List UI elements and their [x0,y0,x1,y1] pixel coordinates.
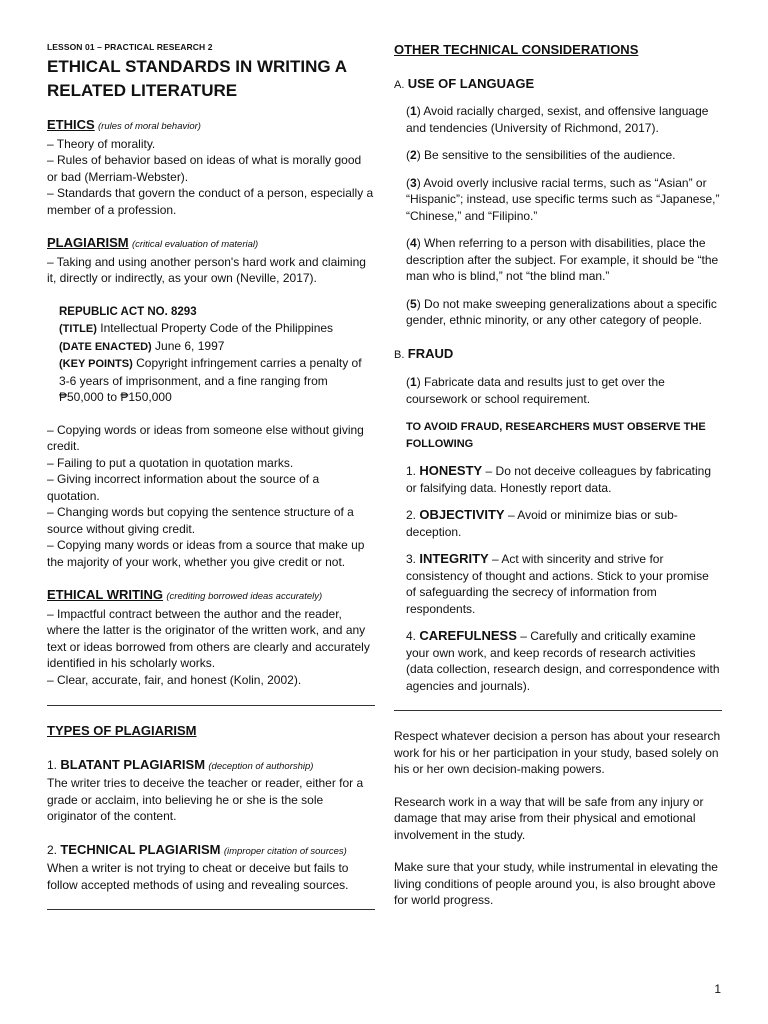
page-title-line-1: ETHICAL STANDARDS IN WRITING A [47,57,348,76]
plagiarism-type-item [47,757,375,825]
ethical-writing-line: – Clear, accurate, fair, and honest (Kolin, 2002). [47,672,302,687]
type-note: (improper citation of sources) [223,845,347,857]
type-note: (deception of authorship) [208,760,314,772]
ra-title-value: Intellectual Property Code of the Philippines [100,321,334,335]
language-list [394,103,722,329]
ra-key-value: Copyright infringement carries a penalty of 3-6 years of imprisonment, and a fine ranging from ₱50,000 to ₱150,000 [59,356,362,404]
language-item: (3) Avoid overly inclusive racial terms, such as “Asian” or “Hispanic”; instead, use specific terms such as “Japanese,” “Chinese,” and “Filipino.” [406,175,720,223]
plagiarism-note: (critical evaluation of material) [131,239,259,250]
plagiarism-definition: – Taking and using another person's hard work and claiming it, directly or indirectly, as your own (Neville, 2017). [47,254,366,285]
language-item: (5) Do not make sweeping generalizations about a specific gender, ethnic minority, or any other category of people. [406,296,717,327]
republic-act-box [47,304,375,406]
type-description: When a writer is not trying to cheat or deceive but fails to follow accepted methods of using and revealing sources. [47,861,349,892]
closing-paragraph: Research work in a way that will be safe from any injury or damage that may arise from their physical and emotional involvement in the study. [394,794,704,842]
ethical-writing-note: (crediting borrowed ideas accurately) [166,591,323,602]
ethics-line: – Standards that govern the conduct of a person, especially a member of a profession. [47,186,374,217]
language-item: (4) When referring to a person with disabilities, place the description after the subject. For example, it should be “the man who is blind,” not “the blind man.” [406,236,719,283]
left-column [47,42,375,910]
principle-item: 1. HONESTY – Do not deceive colleagues by fabricating or falsifying data. Honestly report data. [406,463,712,495]
right-column [394,42,722,909]
principle-item: 4. CAREFULNESS – Carefully and critically examine your own work, and keep records of research activities (data collection, research design, and correspondence with agencies and journals). [406,628,720,693]
divider [47,909,375,910]
types-section [47,723,375,893]
type-name: TECHNICAL PLAGIARISM [60,841,221,857]
divider [394,710,722,711]
plagiarism-form-item: – Copying many words or ideas from a source that make up the majority of your work, whether you give credit or not. [47,538,365,569]
plagiarism-heading: PLAGIARISM [47,235,129,250]
page-title-line-2: RELATED LITERATURE [47,81,238,100]
closing-paragraph: Make sure that your study, while instrumental in elevating the living conditions of people around you, is also brought above for world progress. [394,860,718,907]
ethics-heading: ETHICS [47,117,95,132]
type-name: BLATANT PLAGIARISM [60,756,206,772]
fraud-letter: B. [394,348,405,361]
types-heading: TYPES OF PLAGIARISM [47,723,197,738]
ethics-line: – Theory of morality. [47,136,156,151]
plagiarism-forms [47,422,375,571]
ethical-writing-line: – Impactful contract between the author and the reader, where the latter is the originator of the written work, and any text or ideas borrowed from others are clearly and accurately identified in his scholarly works. [47,606,370,670]
language-item: (2) Be sensitive to the sensibilities of the audience. [406,148,676,162]
other-considerations-heading: OTHER TECHNICAL CONSIDERATIONS [394,42,639,57]
fraud-title: FRAUD [407,345,454,361]
ra-title-label: (TITLE) [59,323,97,335]
language-title: USE OF LANGUAGE [407,75,535,91]
principle-item: 2. OBJECTIVITY – Avoid or minimize bias or sub-deception. [406,507,678,539]
page-number: 1 [714,982,721,996]
ethical-writing-section [47,587,375,688]
ra-key-label: (KEY POINTS) [59,358,133,370]
avoid-fraud-heading: TO AVOID FRAUD, RESEARCHERS MUST OBSERVE THE FOLLOWING [406,421,706,450]
plagiarism-section [47,235,375,570]
lesson-label: LESSON 01 – PRACTICAL RESEARCH 2 [47,42,213,52]
republic-act-title: REPUBLIC ACT NO. 8293 [59,305,197,318]
type-number: 2. [47,842,58,857]
ethics-note: (rules of moral behavior) [98,121,201,132]
divider [47,705,375,706]
type-number: 1. [47,757,58,772]
ethical-writing-heading: ETHICAL WRITING [47,587,164,602]
closing-paragraph: Respect whatever decision a person has about your research work for his or her participation in your study, based solely on his or her own decision-making powers. [394,729,721,776]
ethics-line: – Rules of behavior based on ideas of what is morally good or bad (Merriam-Webster). [47,153,362,184]
ra-date-value: June 6, 1997 [155,338,225,353]
language-letter: A. [394,78,405,91]
plagiarism-type-item [47,842,375,894]
principle-item: 3. INTEGRITY – Act with sincerity and strive for consistency of thought and actions. Stick to your promise of safeguarding the secrecy of information from respondents. [406,551,709,616]
language-item: (1) Avoid racially charged, sexist, and offensive language and tendencies (University of Richmond, 2017). [406,104,709,135]
fraud-block [394,374,722,694]
plagiarism-form-item: – Changing words but copying the sentence structure of a source without giving credit. [47,505,354,536]
plagiarism-form-item: – Copying words or ideas from someone else without giving credit. [47,422,364,453]
plagiarism-form-item: – Failing to put a quotation in quotation marks. [47,455,294,470]
ra-date-label: (DATE ENACTED) [59,340,152,353]
ethics-section [47,117,375,218]
plagiarism-form-item: – Giving incorrect information about the source of a quotation. [47,472,320,503]
fraud-item: (1) Fabricate data and results just to get over the coursework or school requirement. [406,375,665,406]
page-title [47,55,375,103]
type-description: The writer tries to deceive the teacher or reader, either for a grade or acclaim, into believing he or she is the sole originator of the content. [47,776,364,823]
